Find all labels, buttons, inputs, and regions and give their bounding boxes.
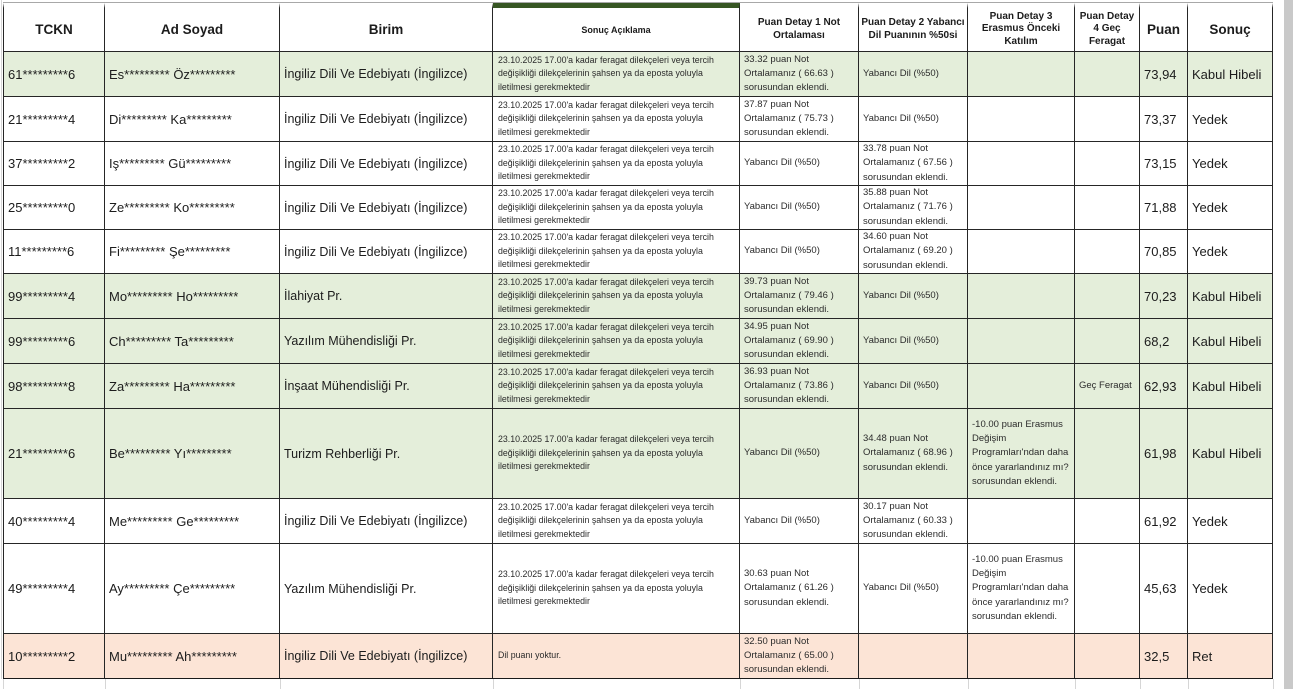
cell-puan_detay_3[interactable]: -10.00 puan Erasmus Değişim Programları'ndan daha önce yararlandınız mı? sorusundan eklendi. [968,408,1075,498]
results-table [3,2,1273,680]
table-row [3,141,1273,185]
cell-puan_detay_4[interactable] [1075,96,1140,141]
faint-gridline [1075,679,1076,689]
cell-puan_detay_3[interactable] [968,633,1075,678]
table-row [3,229,1273,273]
cell-tckn[interactable]: 98*********8 [3,363,105,408]
faint-gridline [1140,679,1141,689]
cell-sonuc[interactable]: Ret [1188,633,1273,678]
column-header-tckn[interactable]: TCKN [3,3,105,51]
faint-gridline [859,679,860,689]
cell-tckn[interactable]: 21*********4 [3,96,105,141]
cell-puan_detay_1[interactable]: 36.93 puan Not Ortalamanız ( 73.86 ) sorusundan eklendi. [740,363,859,408]
empty-grid-strip [0,679,1293,689]
cell-puan_detay_3[interactable] [968,363,1075,408]
column-header-puan_detay_2[interactable]: Puan Detay 2 Yabancı Dil Puanının %50si [859,3,968,51]
cell-tckn[interactable]: 99*********6 [3,318,105,363]
cell-puan_detay_3[interactable] [968,498,1075,543]
cell-tckn[interactable]: 37*********2 [3,141,105,185]
cell-sonuc[interactable]: Yedek [1188,543,1273,633]
column-header-puan_detay_1[interactable]: Puan Detay 1 Not Ortalaması [740,3,859,51]
faint-gridline [740,679,741,689]
cell-puan_detay_1[interactable]: Yabancı Dil (%50) [740,141,859,185]
cell-puan_detay_1[interactable]: 39.73 puan Not Ortalamanız ( 79.46 ) sorusundan eklendi. [740,273,859,318]
cell-puan_detay_1[interactable]: Yabancı Dil (%50) [740,408,859,498]
cell-sonuc[interactable]: Kabul Hibeli [1188,273,1273,318]
cell-sonuc[interactable]: Yedek [1188,141,1273,185]
cell-tckn[interactable]: 40*********4 [3,498,105,543]
cell-puan_detay_3[interactable] [968,318,1075,363]
cell-puan_detay_4[interactable] [1075,633,1140,678]
cell-puan_detay_2[interactable]: Yabancı Dil (%50) [859,543,968,633]
faint-gridline [1188,679,1189,689]
cell-puan[interactable]: 71,88 [1140,185,1188,229]
faint-gridline [105,679,106,689]
cell-birim[interactable]: İlahiyat Pr. [280,273,493,318]
faint-gridline [3,679,4,689]
table-row [3,543,1273,633]
cell-puan_detay_1[interactable]: 32.50 puan Not Ortalamanız ( 65.00 ) sorusundan eklendi. [740,633,859,678]
cell-tckn[interactable]: 49*********4 [3,543,105,633]
table-row [3,363,1273,408]
cell-puan_detay_1[interactable]: Yabancı Dil (%50) [740,185,859,229]
cell-ad_soyad[interactable]: Es********* Öz********* [105,51,280,96]
cell-sonuc_aciklama[interactable]: 23.10.2025 17.00'a kadar feragat dilekçeleri veya tercih değişikliği dilekçelerinin şahsen ya da eposta yoluyla iletilmesi gerekmektedir [493,229,740,273]
cell-birim[interactable]: İnşaat Mühendisliği Pr. [280,363,493,408]
table-row [3,51,1273,96]
cell-puan_detay_2[interactable]: Yabancı Dil (%50) [859,96,968,141]
cell-sonuc_aciklama[interactable]: 23.10.2025 17.00'a kadar feragat dilekçeleri veya tercih değişikliği dilekçelerinin şahsen ya da eposta yoluyla iletilmesi gerekmektedir [493,543,740,633]
cell-birim[interactable]: İngiliz Dili Ve Edebiyatı (İngilizce) [280,229,493,273]
cell-sonuc_aciklama[interactable]: 23.10.2025 17.00'a kadar feragat dilekçeleri veya tercih değişikliği dilekçelerinin şahsen ya da eposta yoluyla iletilmesi gerekmektedir [493,363,740,408]
cell-ad_soyad[interactable]: Ze********* Ko********* [105,185,280,229]
cell-ad_soyad[interactable]: Me********* Ge********* [105,498,280,543]
table-row [3,96,1273,141]
table-row [3,408,1273,498]
cell-sonuc[interactable]: Yedek [1188,96,1273,141]
cell-ad_soyad[interactable]: Za********* Ha********* [105,363,280,408]
cell-sonuc[interactable]: Yedek [1188,185,1273,229]
cell-ad_soyad[interactable]: Ay********* Çe********* [105,543,280,633]
cell-ad_soyad[interactable]: Be********* Yı********* [105,408,280,498]
cell-tckn[interactable]: 25*********0 [3,185,105,229]
cell-puan_detay_1[interactable]: Yabancı Dil (%50) [740,498,859,543]
cell-sonuc_aciklama[interactable]: 23.10.2025 17.00'a kadar feragat dilekçeleri veya tercih değişikliği dilekçelerinin şahsen ya da eposta yoluyla iletilmesi gerekmektedir [493,408,740,498]
cell-puan_detay_2[interactable]: Yabancı Dil (%50) [859,51,968,96]
cell-puan_detay_4[interactable] [1075,229,1140,273]
scroll-edge[interactable] [1284,0,1293,689]
column-header-sonuc[interactable]: Sonuç [1188,3,1273,51]
cell-puan_detay_2[interactable]: 34.48 puan Not Ortalamanız ( 68.96 ) sorusundan eklendi. [859,408,968,498]
table-row [3,273,1273,318]
sheet-left-gridline [1,0,2,689]
cell-sonuc_aciklama[interactable]: Dil puanı yoktur. [493,633,740,678]
cell-tckn[interactable]: 21*********6 [3,408,105,498]
cell-sonuc_aciklama[interactable]: 23.10.2025 17.00'a kadar feragat dilekçeleri veya tercih değişikliği dilekçelerinin şahsen ya da eposta yoluyla iletilmesi gerekmektedir [493,318,740,363]
cell-birim[interactable]: Yazılım Mühendisliği Pr. [280,318,493,363]
cell-birim[interactable]: İngiliz Dili Ve Edebiyatı (İngilizce) [280,96,493,141]
cell-puan_detay_3[interactable] [968,51,1075,96]
cell-puan[interactable]: 73,15 [1140,141,1188,185]
cell-puan_detay_4[interactable] [1075,273,1140,318]
cell-birim[interactable]: Turizm Rehberliği Pr. [280,408,493,498]
cell-puan_detay_1[interactable]: 37.87 puan Not Ortalamanız ( 75.73 ) sorusundan eklendi. [740,96,859,141]
cell-sonuc_aciklama[interactable]: 23.10.2025 17.00'a kadar feragat dilekçeleri veya tercih değişikliği dilekçelerinin şahsen ya da eposta yoluyla iletilmesi gerekmektedir [493,96,740,141]
column-header-sonuc_aciklama[interactable]: Sonuç Açıklama [493,3,740,51]
table-row [3,498,1273,543]
cell-birim[interactable]: İngiliz Dili Ve Edebiyatı (İngilizce) [280,498,493,543]
cell-puan[interactable]: 45,63 [1140,543,1188,633]
column-header-birim[interactable]: Birim [280,3,493,51]
cell-puan_detay_4[interactable] [1075,185,1140,229]
cell-sonuc[interactable]: Yedek [1188,498,1273,543]
cell-puan_detay_3[interactable]: -10.00 puan Erasmus Değişim Programları'ndan daha önce yararlandınız mı? sorusundan eklendi. [968,543,1075,633]
column-header-ad_soyad[interactable]: Ad Soyad [105,3,280,51]
cell-puan_detay_4[interactable]: Geç Feragat [1075,363,1140,408]
cell-puan_detay_4[interactable] [1075,51,1140,96]
cell-puan[interactable]: 61,92 [1140,498,1188,543]
cell-puan_detay_2[interactable]: 30.17 puan Not Ortalamanız ( 60.33 ) sorusundan eklendi. [859,498,968,543]
cell-sonuc[interactable]: Kabul Hibeli [1188,408,1273,498]
cell-puan[interactable]: 70,85 [1140,229,1188,273]
cell-sonuc_aciklama[interactable]: 23.10.2025 17.00'a kadar feragat dilekçeleri veya tercih değişikliği dilekçelerinin şahsen ya da eposta yoluyla iletilmesi gerekmektedir [493,141,740,185]
cell-puan_detay_2[interactable]: 33.78 puan Not Ortalamanız ( 67.56 ) sorusundan eklendi. [859,141,968,185]
table-row [3,633,1273,678]
cell-puan[interactable]: 68,2 [1140,318,1188,363]
cell-birim[interactable]: İngiliz Dili Ve Edebiyatı (İngilizce) [280,185,493,229]
cell-ad_soyad[interactable]: Fi********* Şe********* [105,229,280,273]
cell-sonuc[interactable]: Kabul Hibeli [1188,51,1273,96]
cell-tckn[interactable]: 11*********6 [3,229,105,273]
cell-tckn[interactable]: 10*********2 [3,633,105,678]
table-body [3,51,1273,678]
cell-puan_detay_3[interactable] [968,141,1075,185]
cell-puan[interactable]: 70,23 [1140,273,1188,318]
cell-puan_detay_1[interactable]: 30.63 puan Not Ortalamanız ( 61.26 ) sorusundan eklendi. [740,543,859,633]
cell-ad_soyad[interactable]: Mo********* Ho********* [105,273,280,318]
cell-ad_soyad[interactable]: Ch********* Ta********* [105,318,280,363]
cell-puan_detay_1[interactable]: 34.95 puan Not Ortalamanız ( 69.90 ) sorusundan eklendi. [740,318,859,363]
cell-puan_detay_1[interactable]: Yabancı Dil (%50) [740,229,859,273]
cell-puan_detay_3[interactable] [968,273,1075,318]
cell-puan_detay_2[interactable]: 34.60 puan Not Ortalamanız ( 69.20 ) sorusundan eklendi. [859,229,968,273]
cell-puan_detay_4[interactable] [1075,318,1140,363]
cell-puan[interactable]: 32,5 [1140,633,1188,678]
cell-tckn[interactable]: 99*********4 [3,273,105,318]
column-header-puan_detay_3[interactable]: Puan Detay 3 Erasmus Önceki Katılım [968,3,1075,51]
cell-puan_detay_4[interactable] [1075,141,1140,185]
cell-puan_detay_3[interactable] [968,229,1075,273]
cell-birim[interactable]: İngiliz Dili Ve Edebiyatı (İngilizce) [280,51,493,96]
cell-sonuc_aciklama[interactable]: 23.10.2025 17.00'a kadar feragat dilekçeleri veya tercih değişikliği dilekçelerinin şahsen ya da eposta yoluyla iletilmesi gerekmektedir [493,185,740,229]
cell-puan[interactable]: 62,93 [1140,363,1188,408]
cell-puan[interactable]: 73,37 [1140,96,1188,141]
table-row [3,185,1273,229]
faint-gridline [968,679,969,689]
cell-puan_detay_4[interactable] [1075,498,1140,543]
table-row [3,318,1273,363]
cell-puan_detay_1[interactable]: 33.32 puan Not Ortalamanız ( 66.63 ) sorusundan eklendi. [740,51,859,96]
cell-puan_detay_2[interactable]: Yabancı Dil (%50) [859,363,968,408]
cell-puan[interactable]: 73,94 [1140,51,1188,96]
cell-birim[interactable]: Yazılım Mühendisliği Pr. [280,543,493,633]
column-header-puan_detay_4[interactable]: Puan Detay 4 Geç Feragat [1075,3,1140,51]
cell-tckn[interactable]: 61*********6 [3,51,105,96]
cell-birim[interactable]: İngiliz Dili Ve Edebiyatı (İngilizce) [280,633,493,678]
cell-sonuc[interactable]: Kabul Hibeli [1188,363,1273,408]
table-header-row [3,2,1273,51]
cell-ad_soyad[interactable]: Di********* Ka********* [105,96,280,141]
faint-gridline [493,679,494,689]
cell-birim[interactable]: İngiliz Dili Ve Edebiyatı (İngilizce) [280,141,493,185]
cell-puan_detay_2[interactable]: Yabancı Dil (%50) [859,318,968,363]
cell-sonuc_aciklama[interactable]: 23.10.2025 17.00'a kadar feragat dilekçeleri veya tercih değişikliği dilekçelerinin şahsen ya da eposta yoluyla iletilmesi gerekmektedir [493,273,740,318]
cell-puan_detay_4[interactable] [1075,543,1140,633]
cell-puan_detay_2[interactable]: Yabancı Dil (%50) [859,273,968,318]
cell-sonuc_aciklama[interactable]: 23.10.2025 17.00'a kadar feragat dilekçeleri veya tercih değişikliği dilekçelerinin şahsen ya da eposta yoluyla iletilmesi gerekmektedir [493,498,740,543]
cell-puan_detay_3[interactable] [968,185,1075,229]
cell-ad_soyad[interactable]: Iş********* Gü********* [105,141,280,185]
cell-puan_detay_4[interactable] [1075,408,1140,498]
cell-puan_detay_2[interactable]: 35.88 puan Not Ortalamanız ( 71.76 ) sorusundan eklendi. [859,185,968,229]
cell-puan_detay_3[interactable] [968,96,1075,141]
faint-gridline [280,679,281,689]
cell-puan[interactable]: 61,98 [1140,408,1188,498]
cell-sonuc_aciklama[interactable]: 23.10.2025 17.00'a kadar feragat dilekçeleri veya tercih değişikliği dilekçelerinin şahsen ya da eposta yoluyla iletilmesi gerekmektedir [493,51,740,96]
cell-ad_soyad[interactable]: Mu********* Ah********* [105,633,280,678]
cell-sonuc[interactable]: Kabul Hibeli [1188,318,1273,363]
cell-puan_detay_2[interactable] [859,633,968,678]
column-header-puan[interactable]: Puan [1140,3,1188,51]
cell-sonuc[interactable]: Yedek [1188,229,1273,273]
